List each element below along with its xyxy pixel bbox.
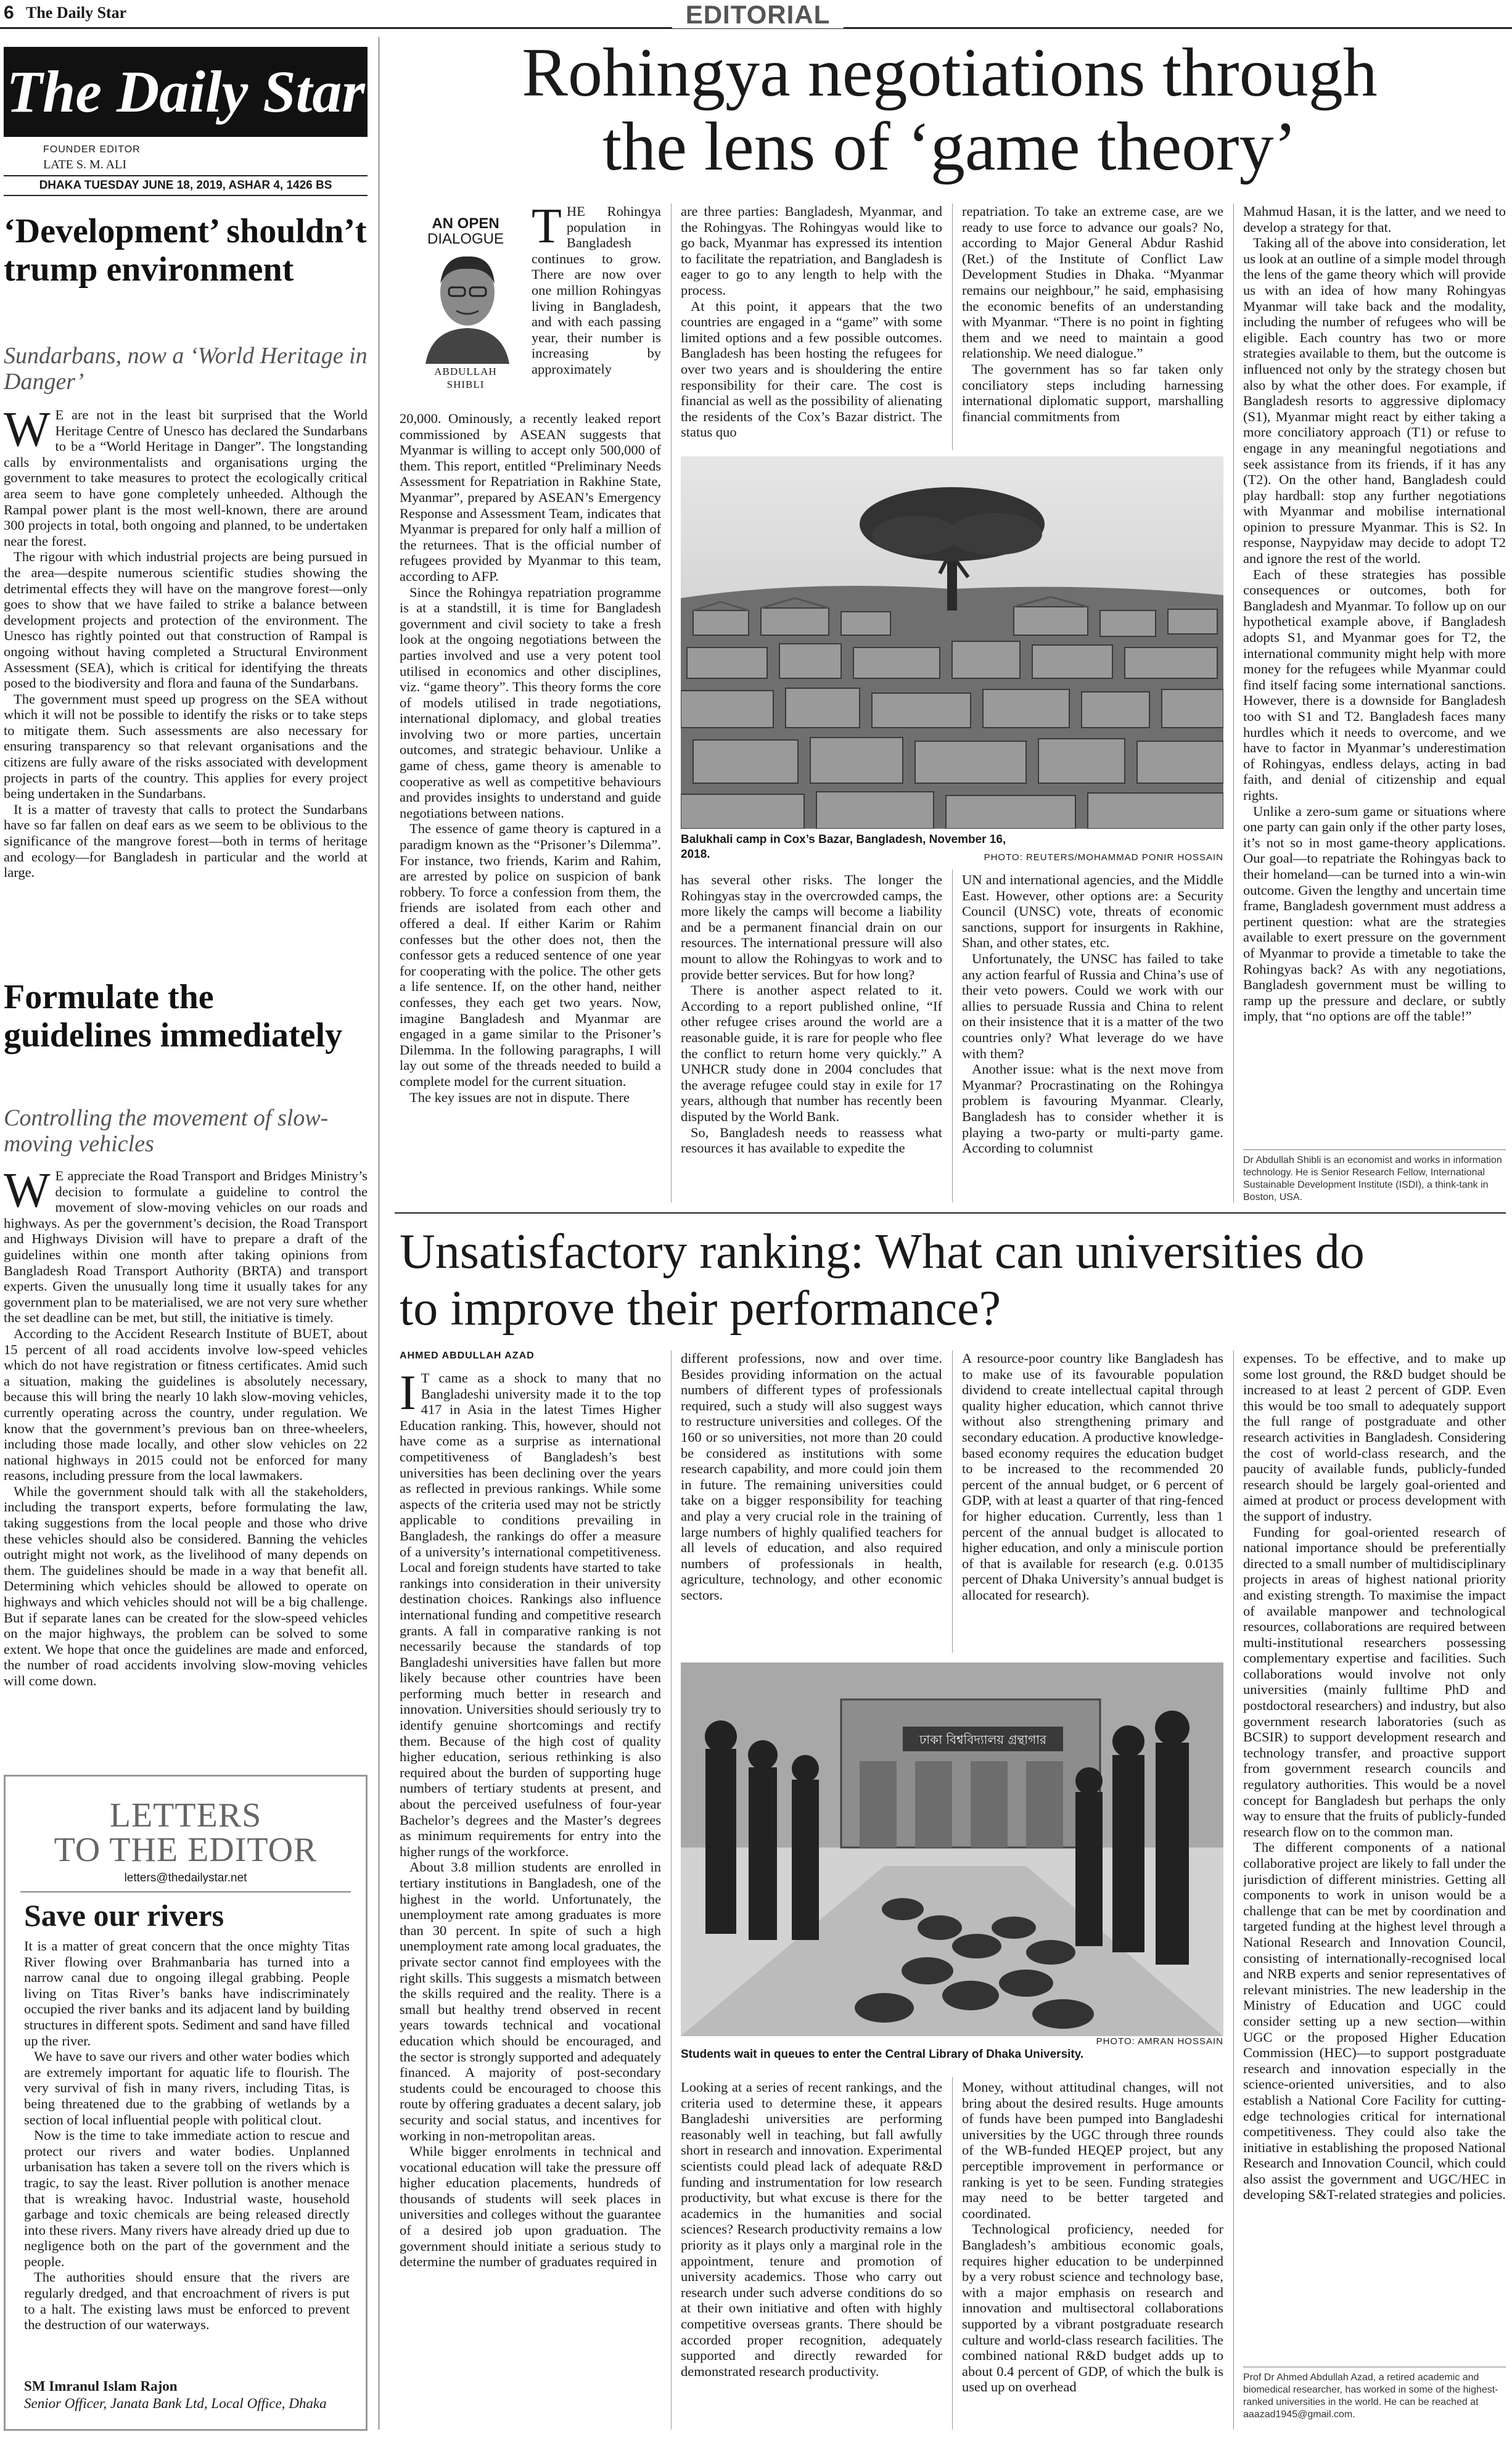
masthead-rule	[4, 175, 368, 176]
paragraph: Taking all of the above into consideration, let us look at an outline of a simple model through the lens of the game theory which will provide us with an idea of how many Rohingyas Myanmar will take back and the modality, including the number of refugees who will be eligible. Each country has two or more strategies available to them, but the outcome is influenced not only by the strategy chosen but also by what the other does. For example, if Bangladesh resorts to aggressive diplomacy (S1), Myanmar might react by either taking a more conciliatory approach (T1) or refuse to engage in any meaningful negotiations and seek assistance from its friends, if it has any (T2). On the other hand, Bangladesh could play hardball: stop any further negotiations with Myanmar and mobilise international opinion to pressure Myanmar. This is S2. In response, Naypyidaw may decide to adopt T2 and ignore the rest of the world.	[1243, 235, 1506, 567]
paragraph: T came as a shock to many that no Bangladeshi university made it to the top 417 in Asia in the latest Times Higher Education ranking. This, however, should not have come as a surprise as international competitiveness of Bangladesh’s best universities has been declining over the years as reflected in previous rankings. While some aspects of the criteria used may not be strictly applicable to conditions prevailing in Bangladesh, the rankings do offer a measure of a university’s international competitiveness. Local and foreign students have started to take rankings into consideration in their university destination choices. Rankings also influence international funding and competitive research grants. A fall in comparative ranking is not necessarily because the standards of top Bangladeshi universities have fallen but more likely because other countries have been performing much better in research and innovation. Universities should seriously try to identify genuine shortcomings and rectify them. Because of the high cost of quality higher education, serious rethinking is also required about the burden of supporting huge numbers of tertiary students at present, and about the perceived usefulness of four-year Bachelor’s degrees and the Master’s degrees as minimum requirements for entry into the higher rungs of the workforce.	[400, 1370, 661, 1859]
paragraph: Unfortunately, the UNSC has failed to take any action fearful of Russia and China’s use of their veto powers. Could we work with our allies to persuade Russia and China to relent on their insistence that it is a matter of the two countries only? What leverage do we have with them?	[962, 950, 1223, 1061]
article1-author-note: Dr Abdullah Shibli is an economist and works in information technology. He is Senior Research Fellow, International Sustainable Development Institute (ISDI), a think-tank in Boston, USA.	[1243, 1155, 1502, 1202]
paragraph: E appreciate the Road Transport and Bridges Ministry’s decision to formulate a guideline to control the movement of slow-moving vehicles on our roads and highways. As per the government’s decision, the Road Transport and Highways Division will have to prepare a draft of the guidelines within one month after taking opinions from Bangladesh Road Transport Authority (BRTA) and transport experts. Given the unusually long time it usually takes for any government plan to be materialised, we are not very sure whether the set deadline can be met, but still, the initiative is timely.	[4, 1168, 368, 1326]
paragraph: There is another aspect related to it. According to a report published online, “If other refugee crises around the world are a reasonable guide, it is rare for people who flee the conflict to return home very quickly.” A UNHCR study done in 2004 concludes that the average refugee could stay in exile for 17 years, although that number has recently been disputed by the World Bank.	[681, 982, 942, 1124]
article1-dropcap: T	[532, 203, 562, 253]
paragraph: According to the Accident Research Institute of BUET, about 15 percent of all road accidents involve low-speed vehicles which do not have registration or fitness certificates. Amid such a situation, making the guidelines is absolutely necessary, because this will bring the nearly 10 lakh slow-moving vehicles, currently operating across the country, under regulation. We know that the government’s previous ban on three-wheelers, including those made locally, and other slow vehicles on 22 national highways in 2015 could not be enforced for many reasons, including pressure from the local lawmakers.	[4, 1325, 368, 1484]
section-label: EDITORIAL	[672, 0, 844, 28]
article1-note-rule	[1243, 1149, 1506, 1150]
article2-col3-bottom	[962, 2079, 1223, 2431]
dateline: DHAKA TUESDAY JUNE 18, 2019, ASHAR 4, 1426 BS	[39, 179, 332, 192]
dateline-rule	[4, 195, 368, 196]
library-photo	[681, 1662, 1223, 2036]
masthead-logo: The Daily Star	[6, 59, 365, 125]
letters-signature-title: Senior Officer, Janata Bank Ltd, Local Office, Dhaka	[24, 2396, 327, 2411]
paragraph: The government has so far taken only conciliatory steps including harnessing international diplomatic support, marshalling financial commitments from	[962, 361, 1223, 424]
paragraph: Since the Rohingya repatriation programme is at a standstill, it is time for Bangladesh government and civil society to take a fresh look at the ongoing negotiations between the parties involved and use a very potent tool utilised in economics and other disciplines, viz. “game theory”. This theory forms the core of models utilised in trade negotiations, international diplomacy, and global treaties involving two or more parties, uncertain outcomes, and strategic behaviour. Unlike a game of chess, game theory is amenable to cooperative as well as competitive behaviours and provides insights to understand and guide negotiations between nations.	[400, 584, 661, 821]
article2-col2-bottom	[681, 2079, 942, 2431]
folio-bar	[0, 0, 1512, 28]
article1-col3-bottom	[962, 872, 1223, 1202]
paragraph: has several other risks. The longer the Rohingyas stay in the overcrowded camps, the more likely the camps will become a liability and be a permanent financial drain on our resources. The international pressure will also mount to allow the Rohingyas to work and to provide better services. But for how long?	[681, 872, 942, 982]
article1-col3-top	[962, 203, 1223, 444]
paragraph: Another issue: what is the next move from Myanmar? Procrastinating on the Rohingya problem is favouring Myanmar. Clearly, Bangladesh has to consider whether it is playing a two-party or multi-party game. According to columnist	[962, 1061, 1223, 1156]
paragraph: We have to save our rivers and other water bodies which are extremely important for aquatic life to flourish. The very survival of fish in many rivers, including Titas, is being threatened due to the grabbing of wetlands by a section of local influential people with political clout.	[24, 2049, 350, 2127]
paragraph: Looking at a series of recent rankings, and the criteria used to determine these, it appears Bangladeshi universities are performing reasonably well in teaching, but fall awfully short in research and innovation. Experimental scientists could plead lack of adequate R&D funding and instrumentation for low research productivity, but what excuse is there for the academics in the humanities and social sciences? Research productivity remains a low priority as it plays only a marginal role in the appointment, tenure and promotion of university academics. Those who carry out research under such adverse conditions do so at their own initiative and often with highly competitive overseas grants. There should be accorded proper recognition, adequately supported and directly rewarded for demonstrated research productivity.	[681, 2079, 942, 2379]
camp-photo-caption: Balukhali camp in Cox’s Bazar, Bangladesh, November 16, 2018.	[681, 833, 1006, 861]
article1-col2-top	[681, 203, 942, 444]
article1-col1-wrapped	[532, 203, 661, 411]
paragraph: It is a matter of travesty that calls to protect the Sundarbans have so far fallen on deaf ears as we seem to be oblivious to the significance of the mangrove forest—both in terms of heritage and ecology—for Bangladesh in particular and the world at large.	[4, 801, 368, 881]
column-rule	[952, 869, 953, 1202]
column-rule	[952, 203, 953, 450]
folio-paper-name: The Daily Star	[26, 4, 127, 22]
paragraph: 20,000. Ominously, a recently leaked report commissioned by ASEAN suggests that Myanmar is willing to accept only 500,000 of them. This report, entitled “Preliminary Needs Assessment for Repatriation in Rakhine State, Myanmar”, prepared by ASEAN’s Emergency Response and Assessment Team, indicates that Myanmar is prepared for only half a million of the returnees. That is the official number of refugees provided by Myanmar to this team, according to AFP.	[400, 411, 661, 584]
article2-dropcap: I	[400, 1370, 416, 1420]
paragraph: Money, without attitudinal changes, will not bring about the desired results. Huge amounts of funds have been pumped into Bangladeshi universities by the UGC through three rounds of the WB-funded HEQEP project, but any perceptible improvement in performance or ranking is yet to be seen. Funding strategies may need to be better targeted and coordinated.	[962, 2079, 1223, 2221]
camp-photo	[681, 456, 1223, 829]
library-photo-credit: PHOTO: AMRAN HOSSAIN	[1096, 2036, 1223, 2047]
page-number: 6	[4, 2, 14, 23]
author-name: ABDULLAH SHIBLI	[434, 366, 497, 390]
column-rule	[1233, 203, 1234, 1202]
paragraph: About 3.8 million students are enrolled in tertiary institutions in Bangladesh, one of the highest in the world. Unfortunately, the unemployment rate among graduates is more than 30 percent. In spite of such a high unemployment rate among local graduates, the private sector cannot find employees with the right skills. This suggests a mismatch between the skills required and the reality. There is a small but healthy trend observed in recent years towards technical and vocational education which should be encouraged, and the sector is strongly supported and adequately financed. A majority of post-secondary students could be encouraged to choose this route by offering graduates a decent salary, job security and social status, and incentives for working in non-metropolitan areas.	[400, 1859, 661, 2143]
letters-title-1: LETTERS	[109, 1796, 262, 1835]
camp-photo-credit: PHOTO: REUTERS/MOHAMMAD PONIR HOSSAIN	[984, 852, 1223, 863]
founder-name: LATE S. M. ALI	[43, 158, 126, 171]
paragraph: E are not in the least bit surprised that the World Heritage Centre of Unesco has declared the Sundarbans to be a “World Heritage in Danger”. The longstanding calls by environmentalists and organisations urging the government to take measures to protect the ecologically critical area seem to have gone completely unheeded. Although the Rampal power plant is the most well-known, there are around 300 projects in total, both ongoing and planned, to be undertaken near the forest.	[4, 407, 368, 549]
article1-headline: Rohingya negotiations through the lens of ‘game theory’	[522, 35, 1378, 185]
column-rule	[671, 1350, 672, 2430]
letters-signature: SM Imranul Islam Rajon	[24, 2378, 178, 2394]
paragraph: So, Bangladesh needs to reassess what resources it has available to expedite the	[681, 1124, 942, 1156]
paragraph: UN and international agencies, and the Middle East. However, other options are: a Security Council (UNSC) vote, threats of economic sanctions, support for insurgents in Rakhine, Shan, and other states, etc.	[962, 872, 1223, 951]
paragraph: repatriation. To take an extreme case, are we ready to use force to advance our goals? No, according to Major General Abdur Rashid (Ret.) of the Institute of Conflict Law Development Studies in Dhaka. “Myanmar remains our neighbour,” he said, emphasising the economic benefits of an understanding with Myanmar. “There is no point in fighting them and we need to maintain a good relationship. We need dialogue.”	[962, 203, 1223, 361]
editorial2-body	[4, 1168, 368, 1760]
paragraph: The rigour with which industrial projects are being pursued in the area—despite numerous scientific studies showing the detrimental effects they will have on the mangrove forest—only goes to show that we have failed to strike a balance between development projects and protection of the environment. The Unesco has rightly pointed out that construction of Rampal is ongoing without having completed a Structural Environment Assessment (SEA), which is critical for identifying the threats posed to the biodiversity and flora and fauna of the Sundarbans.	[4, 549, 368, 691]
paragraph: The essence of game theory is captured in a paradigm known as the “Prisoner’s Dilemma”. For instance, two friends, Karim and Rahim, are arrested by police on suspicion of bank robbery. To force a confession from them, the friends are isolated from each other and offered a deal. If either Karim or Rahim confesses but the other does not, then the confessor gets a reduced sentence of one year for cooperating with the police. The other gets a life sentence. If, on the other hand, neither confesses, they each get two years. Now, imagine Bangladesh and Myanmar are engaged in a game similar to the Prisoner’s Dilemma. In the following paragraphs, I will lay out some of the threads needed to build a complete model for the current situation.	[400, 821, 661, 1089]
founder-label: FOUNDER EDITOR	[43, 144, 141, 155]
article1-col1-body	[400, 411, 661, 1204]
paragraph: Now is the time to take immediate action to rescue and protect our rivers and water bodies. Unplanned urbanisation has taken a severe toll on the rivers which is tragic, to say the least. River pollution is another menace that is wreaking havoc. Industrial waste, household garbage and toxic chemicals are being released directly into these rivers. Many rivers have already dried up due to negligence both on the part of the government and the people.	[24, 2127, 350, 2269]
editorial2-headline: Formulate the guidelines immediately	[4, 978, 343, 1054]
letters-email[interactable]: letters@thedailystar.net	[124, 1872, 247, 1884]
editorial1-body	[4, 407, 368, 969]
paragraph: Technological proficiency, needed for Bangladesh’s ambitious economic goals, requires higher education to be underpinned by a very robust science and technology base, with a major emphasis on research and innovation and multisectoral collaborations supported by a vibrant postgraduate research culture and world-class research facilities. The combined national R&D budget adds up to about 0.4 percent of GDP, of which the bulk is used up on overhead	[962, 2221, 1223, 2395]
article1-col2-bottom	[681, 872, 942, 1202]
editorial1-subhead: Sundarbans, now a ‘World Heritage in Danger’	[4, 343, 368, 395]
column-label: AN OPEN DIALOGUE	[427, 215, 504, 247]
column-rule	[952, 2077, 953, 2430]
article2-col1	[400, 1370, 661, 2432]
article2-headline: Unsatisfactory ranking: What can universities do to improve their performance?	[400, 1225, 1365, 1336]
letters-body	[24, 1938, 350, 2372]
paragraph: While the government should talk with all the stakeholders, including the transport experts, before formulating the law, taking suggestions from the local people and those who drive these vehicles should also be considered. Banning the vehicles outright might not work, as the livelihood of many depends on them. The guidelines should be made in a way that benefit all. Determining which vehicles should be allowed to operate on highways and which vehicles should not will be a big challenge. But if separate lanes can be created for the slow-speed vehicles on the major highways, the problem can be solved to some extent. We hope that once the guidelines are made and enforced, the number of road accidents involving slow-moving vehicles will come down.	[4, 1483, 368, 1688]
paragraph: expenses. To be effective, and to make up some lost ground, the R&D budget should be increased to at least 2 percent of GDP. Even this would be too small to adequately support the full range of postgraduate and other research activities in Bangladesh. Considering the cost of world-class research, and the paucity of available funds, publicly-funded research should be largely goal-oriented and aimed at product or process development with the support of industry.	[1243, 1350, 1506, 1524]
library-sign: ঢাকা বিশ্ববিদ্যালয় গ্রন্থাগার	[919, 1732, 1047, 1747]
paragraph: It is a matter of great concern that the once mighty Titas River flowing over Brahmanbaria has turned into a narrow canal due to ongoing illegal grabbing. People living on Titas River’s banks have indiscriminately occupied the river banks and its adjacent land by building structures in different spots. Sediment and sand have filled up the river.	[24, 1938, 350, 2049]
article2-col2-top	[681, 1350, 942, 1646]
column-rule	[671, 203, 672, 1202]
paragraph: Unlike a zero-sum game or situations where one party can gain only if the other party loses, it’s not so in most game-theory applications. Our goal—to repatriate the Rohingyas back to their homeland—can be turned into a win-win outcome. Given the lengthy and uncertain time frame, Bangladesh government must address a pertinent question: what are the strategies available to exert pressure on the government of Myanmar to provide a timetable to take the Rohingyas back? As with any negotiations, Bangladesh government must be willing to ramp up the pressure and declare, or subtly imply, that “no options are off the table!”	[1243, 803, 1506, 1024]
paragraph: The government must speed up progress on the SEA without which it will not be possible to identify the risks or to take steps to mitigate them. Such assessments are also necessary for ensuring transparency so that relevant organisations and the citizens are fully aware of the risks associated with development projects in parts of the country. This applies for every project being undertaken in the Sundarbans.	[4, 691, 368, 802]
article2-col3-top	[962, 1350, 1223, 1646]
masthead	[4, 47, 368, 137]
article2-byline: AHMED ABDULLAH AZAD	[400, 1350, 535, 1361]
editorial1-dropcap: W	[4, 407, 51, 457]
paragraph: Each of these strategies has possible consequences or outcomes, both for Bangladesh and Myanmar. To follow up on our hypothetical example above, if Bangladesh adopts S1, and Myanmar goes for T2, the international community might help with more money for the refugees while Myanmar could find itself facing some international sanctions. However, there is a downside for Bangladesh too with S1 and T2. Bangladesh faces many hurdles which it needs to overcome, and we have to factor in Myanmar’s underestimation of Rohingyas, endless delays, acting in bad faith, and denial of citizenship and equal rights.	[1243, 566, 1506, 803]
paragraph: HE Rohingya population in Bangladesh continues to grow. There are now over one million Rohingyas living in Bangladesh, and with each passing year, their number is increasing by approximately	[532, 203, 661, 377]
article2-col4	[1243, 1350, 1506, 2364]
paragraph: are three parties: Bangladesh, Myanmar, and the Rohingyas. The Rohingyas would like to go back, Myanmar has expressed its intention to facilitate the repatriation, and Bangladesh is eager to go to any length to help with the process.	[681, 203, 942, 298]
column-rule	[1233, 1350, 1234, 2430]
editorial2-subhead: Controlling the movement of slow-moving vehicles	[4, 1105, 329, 1157]
paragraph: A resource-poor country like Bangladesh has to make use of its favourable population dividend to create intellectual capital through quality higher education, which cannot thrive without also strengthening primary and secondary education. A productive knowledge-based economy requires the education budget to be increased to the recommended 20 percent of the annual budget, or 6 percent of GDP, with at least a quarter of that ring-fenced for higher education. Currently, less than 1 percent of the annual budget is allocated to higher education, and only a miniscule portion of that is available for research (e.g. 0.0135 percent of Dhaka University’s annual budget is allocated for research).	[962, 1350, 1223, 1603]
letters-box	[4, 1775, 368, 2431]
paragraph: The different components of a national collaborative project are likely to fall under the jurisdiction of different ministries. Getting all components to work in unison would be a challenge that can be met by coordination and targeted funding at the highest level through a National Research and Innovation Council, consisting of internationally-recognised local and NRB experts and senior representatives of relevant ministries. The new leadership in the Ministry of Education and UGC could consider setting up a new section—within UGC or the proposed Higher Education Commission (HEC)—to support postgraduate research and innovation especially in the science-oriented universities, and to also establish a National Core Facility for cutting-edge technologies critical for international competitiveness. They could also take the initiative in establishing the proposed National Research and Innovation Council, which could also assist the government and UGC/HEC in developing S&T-related strategies and policies.	[1243, 1839, 1506, 2203]
author-photo	[419, 249, 516, 364]
letters-title-2: TO THE EDITOR	[54, 1831, 318, 1869]
paragraph: The key issues are not in dispute. There	[409, 1089, 630, 1105]
paragraph: different professions, now and over time. Besides providing information on the actual numbers of different types of professionals required, such a study will also suggest ways to restructure universities and colleges. Of the 160 or so universities, not more than 20 could be considered as institutions with some research capability, and more could join them in future. The remaining universities could take on a bigger responsibility for teaching and play a very crucial role in the training of large numbers of highly qualified teachers for all levels of education, and also required numbers of professionals in health, agriculture, technology, and other economic sectors.	[681, 1350, 942, 1603]
editorial2-dropcap: W	[4, 1168, 51, 1218]
article2-author-note: Prof Dr Ahmed Abdullah Azad, a retired academic and biomedical researcher, has worked in some of the highest-ranked universities in the world. He can be reached at aaazad1945@gmail.com.	[1243, 2372, 1498, 2420]
column-rule	[952, 1350, 953, 1653]
paragraph: While bigger enrolments in technical and vocational education will take the pressure off higher education placements, hundreds of thousands of students will seek places in universities and colleges without the guarantee of a desired job upon graduation. The government should initiate a serious study to determine the number of graduates required in	[400, 2143, 661, 2270]
letters-headline: Save our rivers	[24, 1898, 224, 1933]
paragraph: At this point, it appears that the two countries are engaged in a “game” with some limited options and a few possible outcomes. Bangladesh has been hosting the refugees for over two years and is shouldering the entire responsibility for their care. The cost is financial as well as the possibility of alienating the residents of the Cox’s Bazar district. The status quo	[681, 298, 942, 440]
paragraph: The authorities should ensure that the rivers are regularly dredged, and that encroachment of rivers is put to a halt. The existing laws must be enforced to prevent the destruction of our waterways.	[24, 2269, 350, 2333]
article-separator	[395, 1212, 1506, 1214]
paragraph: Mahmud Hasan, it is the latter, and we need to develop a strategy for that.	[1243, 203, 1506, 235]
letters-rule	[20, 1891, 351, 1892]
library-photo-caption: Students wait in queues to enter the Central Library of Dhaka University.	[681, 2048, 1084, 2061]
paragraph: Funding for goal-oriented research of national importance should be preferentially directed to a small number of multidisciplinary projects in areas of highest national priority and existing strength. To maximise the impact of available manpower and technological resources, collaborations are required between multi-institutional researchers possessing complementary expertise and facilities. Such collaborations would involve not only universities (mainly fulltime PhD and postdoctoral researchers) and industry, but also government research laboratories (such as BCSIR) to support development research and technology transfer, and proactive support from government research councils and regulatory authorities. This would be a novel concept for Bangladesh but perhaps the only way to ensure that the fruits of publicly-funded research flow on to the common man.	[1243, 1524, 1506, 1839]
article1-col4	[1243, 203, 1506, 1148]
editorial1-headline: ‘Development’ shouldn’t trump environment	[4, 212, 367, 289]
